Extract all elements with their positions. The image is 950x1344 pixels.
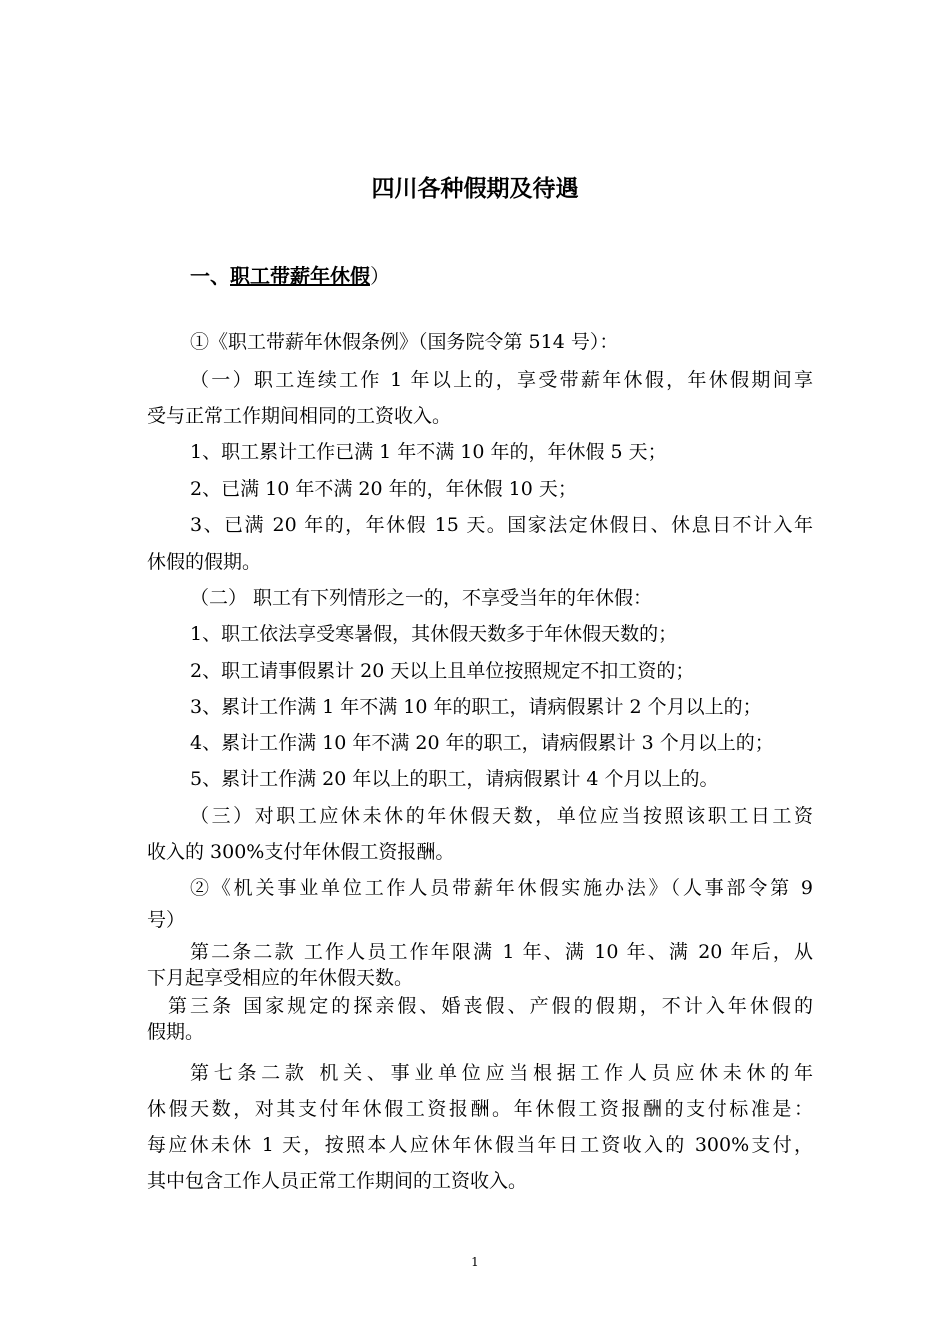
text-line: 受与正常工作期间相同的工资收入。 [147,405,452,427]
text-line: 2、已满 10 年不满 20 年的，年休假 10 天； [190,478,577,500]
text-line: 3、已满 20 年的，年休假 15 天。国家法定休假日、休息日不计入年 [190,514,813,536]
text-line: 第二条二款 工作人员工作年限满 1 年、满 10 年、满 20 年后，从 [190,941,813,963]
text-line: 每应休未休 1 天，按照本人应休年休假当年日工资收入的 300%支付， [147,1134,813,1156]
text-line: 号） [147,909,186,931]
text-line: 其中包含工作人员正常工作期间的工资收入。 [147,1170,528,1192]
text-line: ①《职工带薪年休假条例》（国务院令第 514 号）： [190,331,619,353]
text-line: 下月起享受相应的年休假天数。 [147,967,414,989]
text-line: 收入的 300%支付年休假工资报酬。 [147,841,455,863]
text-line: 第七条二款 机关、事业单位应当根据工作人员应休未休的年 [190,1062,813,1084]
text-line: 休假的假期。 [147,551,262,573]
text-line: （二） 职工有下列情形之一的，不享受当年的年休假： [190,587,653,609]
page-number: 1 [471,1255,479,1269]
section-number: 一、 [190,264,230,288]
document-title: 四川各种假期及待遇 [371,176,579,202]
text-line: 4、累计工作满 10 年不满 20 年的职工，请病假累计 3 个月以上的； [190,732,774,754]
text-line: ②《机关事业单位工作人员带薪年休假实施办法》（人事部令第 9 [190,877,813,899]
text-line: 5、累计工作满 20 年以上的职工，请病假累计 4 个月以上的。 [190,768,719,790]
section-heading [190,260,390,289]
section-title: 职工带薪年休假 [230,264,370,288]
text-line: （三）对职工应休未休的年休假天数，单位应当按照该职工日工资 [190,805,813,827]
text-line: 1、职工依法享受寒暑假，其休假天数多于年休假天数的； [190,623,678,645]
text-line: 休假天数，对其支付年休假工资报酬。年休假工资报酬的支付标准是： [147,1098,813,1120]
section-suffix: ） [370,264,390,288]
text-line: 3、累计工作满 1 年不满 10 年的职工，请病假累计 2 个月以上的； [190,696,762,718]
text-line: 1、职工累计工作已满 1 年不满 10 年的，年休假 5 天； [190,441,667,463]
text-line: 2、职工请事假累计 20 天以上且单位按照规定不扣工资的； [190,660,695,682]
text-line: 假期。 [147,1021,205,1043]
text-line: 第三条 国家规定的探亲假、婚丧假、产假的假期，不计入年休假的 [168,995,813,1017]
text-line: （一）职工连续工作 1 年以上的，享受带薪年休假，年休假期间享 [190,369,813,391]
